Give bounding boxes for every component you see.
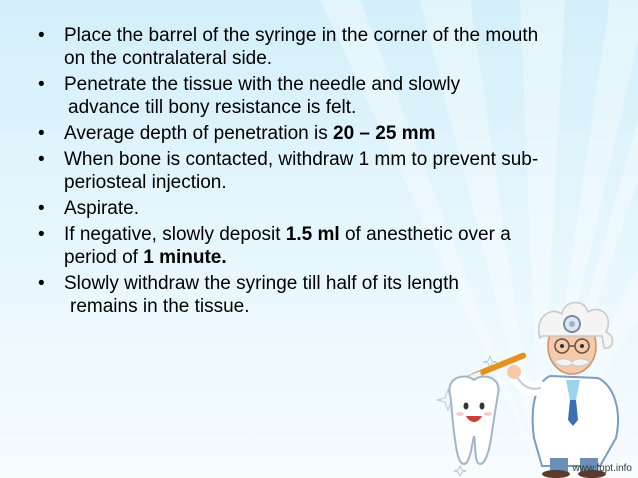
bullet-marker: • bbox=[38, 198, 45, 219]
bullet-text-post: of anesthetic over a bbox=[339, 224, 511, 245]
bullet-text-line: When bone is contacted, withdraw 1 mm to prevent sub- bbox=[64, 149, 539, 170]
bullet-marker: • bbox=[38, 273, 45, 294]
bullet-text-pre: Average depth of penetration is bbox=[64, 123, 334, 144]
bullet-text-line: remains in the tissue. bbox=[70, 296, 250, 317]
bullet-marker: • bbox=[38, 149, 45, 170]
bullet-item-6 bbox=[38, 223, 608, 269]
bullet-text-line: on the contralateral side. bbox=[64, 48, 273, 69]
bullet-item-5 bbox=[38, 197, 608, 220]
dentist-and-tooth-cartoon-icon bbox=[430, 288, 638, 478]
bullet-text-line: periosteal injection. bbox=[64, 172, 227, 193]
bullet-text-pre: If negative, slowly deposit bbox=[64, 224, 286, 245]
watermark: www.fppt.info bbox=[572, 463, 632, 474]
bullet-text-bold: 1.5 ml bbox=[285, 224, 340, 245]
bullet-text-line: Penetrate the tissue with the needle and slowly bbox=[64, 74, 461, 95]
bullet-text-bold: 20 – 25 mm bbox=[333, 123, 436, 144]
bullet-marker: • bbox=[38, 25, 45, 46]
bullet-item-1 bbox=[38, 24, 608, 70]
bullet-text-line: advance till bony resistance is felt. bbox=[68, 97, 357, 118]
bullet-item-4 bbox=[38, 148, 608, 194]
bullet-list bbox=[38, 24, 608, 321]
bullet-item-3 bbox=[38, 122, 608, 145]
bullet-item-2 bbox=[38, 73, 608, 119]
bullet-text-bold: 1 minute. bbox=[143, 247, 227, 268]
bullet-text-line: Aspirate. bbox=[64, 198, 139, 219]
bullet-text-pre: period of bbox=[64, 247, 144, 268]
bullet-text-line: Place the barrel of the syringe in the corner of the mouth bbox=[64, 25, 539, 46]
bullet-marker: • bbox=[38, 123, 45, 144]
bullet-text-line: Slowly withdraw the syringe till half of its length bbox=[64, 273, 459, 294]
bullet-marker: • bbox=[38, 74, 45, 95]
bullet-marker: • bbox=[38, 224, 45, 245]
